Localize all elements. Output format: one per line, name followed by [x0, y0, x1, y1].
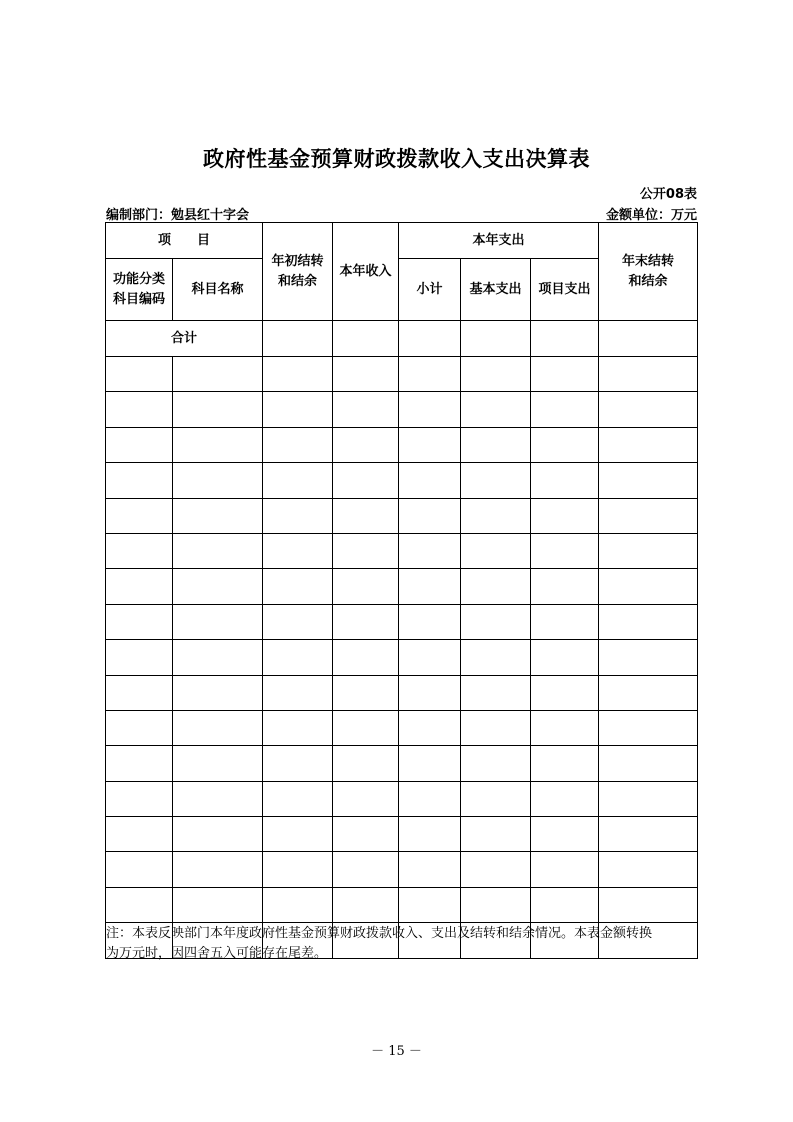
table-note	[106, 924, 698, 964]
table-cell	[531, 604, 599, 639]
table-cell	[399, 710, 461, 745]
table-cell	[599, 817, 698, 852]
table-cell	[263, 392, 333, 427]
table-cell	[333, 463, 399, 498]
table-cell	[599, 887, 698, 922]
table-cell	[106, 604, 173, 639]
table-cell	[599, 852, 698, 887]
header-closing-balance-line1: 年末结转	[622, 253, 675, 269]
table-cell	[461, 675, 531, 710]
table-cell	[333, 427, 399, 462]
table-cell	[399, 463, 461, 498]
table-cell	[399, 640, 461, 675]
table-row	[106, 640, 698, 675]
table-cell	[333, 675, 399, 710]
table-cell	[531, 357, 599, 392]
table-cell	[173, 781, 263, 816]
table-cell	[399, 781, 461, 816]
table-cell	[173, 675, 263, 710]
table-row	[106, 498, 698, 533]
header-current-income: 本年收入	[333, 223, 399, 321]
table-cell	[333, 357, 399, 392]
table-row	[106, 852, 698, 887]
table-cell	[333, 392, 399, 427]
table-cell	[461, 357, 531, 392]
table-cell	[599, 463, 698, 498]
header-basic-expense: 基本支出	[461, 259, 531, 321]
table-cell	[263, 498, 333, 533]
table-cell	[399, 427, 461, 462]
note-line-1: 注：本表反映部门本年度政府性基金预算财政拨款收入、支出及结转和结余情况。本表金额转换	[106, 926, 653, 941]
total-cell	[531, 321, 599, 357]
table-cell	[263, 887, 333, 922]
table-cell	[531, 887, 599, 922]
table-cell	[106, 781, 173, 816]
table-cell	[599, 498, 698, 533]
table-cell	[399, 533, 461, 568]
table-cell	[263, 569, 333, 604]
header-closing-balance	[599, 223, 698, 321]
table-cell	[531, 640, 599, 675]
table-cell	[461, 392, 531, 427]
header-function-code	[106, 259, 173, 321]
table-cell	[461, 710, 531, 745]
table-cell	[333, 887, 399, 922]
table-cell	[399, 887, 461, 922]
table-cell	[531, 817, 599, 852]
table-cell	[173, 852, 263, 887]
header-current-expense: 本年支出	[399, 223, 599, 259]
table-cell	[599, 675, 698, 710]
table-cell	[173, 427, 263, 462]
table-cell	[173, 569, 263, 604]
total-row	[106, 321, 698, 357]
total-cell	[461, 321, 531, 357]
table-row	[106, 887, 698, 922]
meta-row	[106, 204, 697, 223]
table-cell	[106, 357, 173, 392]
table-cell	[461, 781, 531, 816]
table-cell	[599, 746, 698, 781]
table-cell	[173, 746, 263, 781]
table-cell	[461, 746, 531, 781]
header-opening-balance	[263, 223, 333, 321]
table-cell	[399, 675, 461, 710]
table-cell	[173, 498, 263, 533]
table-cell	[461, 604, 531, 639]
note-line-2: 为万元时，因四舍五入可能存在尾差。	[106, 946, 328, 961]
table-cell	[599, 533, 698, 568]
table-cell	[263, 604, 333, 639]
table-cell	[399, 604, 461, 639]
table-cell	[399, 392, 461, 427]
table-cell	[599, 392, 698, 427]
document-title: 政府性基金预算财政拨款收入支出决算表	[203, 147, 590, 171]
header-closing-balance-line2: 和结余	[628, 273, 668, 289]
table-cell	[173, 887, 263, 922]
table-cell	[173, 817, 263, 852]
table-cell	[106, 852, 173, 887]
table-row	[106, 817, 698, 852]
header-function-code-line1: 功能分类	[112, 271, 165, 287]
header-project-expense: 项目支出	[531, 259, 599, 321]
table-cell	[531, 852, 599, 887]
table-cell	[599, 640, 698, 675]
page-number: － 15 －	[371, 1044, 422, 1059]
table-cell	[599, 710, 698, 745]
table-row	[106, 675, 698, 710]
total-cell	[263, 321, 333, 357]
total-cell	[399, 321, 461, 357]
table-row	[106, 569, 698, 604]
table-cell	[106, 498, 173, 533]
header-subtotal: 小计	[399, 259, 461, 321]
table-cell	[263, 357, 333, 392]
table-cell	[333, 746, 399, 781]
table-cell	[333, 533, 399, 568]
table-cell	[263, 710, 333, 745]
table-cell	[106, 392, 173, 427]
total-cell	[333, 321, 399, 357]
form-number: 公开08表	[639, 187, 697, 202]
table-cell	[173, 640, 263, 675]
table-cell	[333, 569, 399, 604]
header-row-1	[106, 223, 698, 259]
table-cell	[461, 569, 531, 604]
table-cell	[263, 675, 333, 710]
table-cell	[106, 675, 173, 710]
table-row	[106, 392, 698, 427]
table-cell	[531, 463, 599, 498]
table-cell	[106, 569, 173, 604]
table-row	[106, 427, 698, 462]
header-item: 项 目	[106, 223, 263, 259]
table-cell	[173, 710, 263, 745]
table-cell	[333, 817, 399, 852]
table-cell	[173, 533, 263, 568]
header-subject-name: 科目名称	[173, 259, 263, 321]
table-cell	[106, 533, 173, 568]
table-cell	[531, 569, 599, 604]
header-function-code-line2: 科目编码	[112, 291, 165, 307]
header-opening-balance-line1: 年初结转	[271, 253, 324, 269]
table-cell	[106, 710, 173, 745]
table-cell	[106, 640, 173, 675]
table-cell	[263, 746, 333, 781]
table-row	[106, 604, 698, 639]
table-cell	[263, 463, 333, 498]
header-opening-balance-line2: 和结余	[278, 273, 318, 289]
table-row	[106, 533, 698, 568]
table-cell	[263, 533, 333, 568]
table-cell	[531, 781, 599, 816]
table-cell	[399, 569, 461, 604]
table-cell	[399, 746, 461, 781]
budget-table	[105, 222, 698, 959]
table-row	[106, 781, 698, 816]
table-cell	[333, 604, 399, 639]
table-cell	[173, 357, 263, 392]
table-cell	[461, 427, 531, 462]
table-cell	[263, 852, 333, 887]
table-cell	[263, 781, 333, 816]
table-cell	[461, 887, 531, 922]
table-cell	[531, 675, 599, 710]
table-cell	[173, 392, 263, 427]
table-cell	[531, 533, 599, 568]
amount-unit-label: 金额单位：万元	[605, 208, 697, 223]
table-cell	[531, 427, 599, 462]
table-cell	[333, 640, 399, 675]
table-cell	[531, 392, 599, 427]
table-cell	[461, 463, 531, 498]
table-row	[106, 746, 698, 781]
table-cell	[531, 498, 599, 533]
table-cell	[173, 604, 263, 639]
table-cell	[106, 746, 173, 781]
table-cell	[263, 817, 333, 852]
table-cell	[461, 852, 531, 887]
table-cell	[599, 604, 698, 639]
table-cell	[106, 887, 173, 922]
department-label: 编制部门：勉县红十字会	[106, 208, 250, 223]
table-cell	[333, 781, 399, 816]
table-cell	[263, 640, 333, 675]
table-cell	[599, 357, 698, 392]
table-cell	[461, 817, 531, 852]
table-cell	[106, 463, 173, 498]
table-cell	[599, 569, 698, 604]
table-cell	[333, 852, 399, 887]
table-cell	[399, 357, 461, 392]
table-row	[106, 357, 698, 392]
table-cell	[399, 852, 461, 887]
table-cell	[106, 427, 173, 462]
table-cell	[461, 498, 531, 533]
table-cell	[263, 427, 333, 462]
table-cell	[531, 746, 599, 781]
table-cell	[599, 427, 698, 462]
table-cell	[599, 781, 698, 816]
table-cell	[531, 710, 599, 745]
table-cell	[461, 640, 531, 675]
table-cell	[333, 710, 399, 745]
table-cell	[399, 817, 461, 852]
total-label: 合计	[106, 321, 263, 357]
table-cell	[399, 498, 461, 533]
table-cell	[333, 498, 399, 533]
table-cell	[173, 463, 263, 498]
total-cell	[599, 321, 698, 357]
table-cell	[106, 817, 173, 852]
table-cell	[461, 533, 531, 568]
table-row	[106, 463, 698, 498]
table-row	[106, 710, 698, 745]
